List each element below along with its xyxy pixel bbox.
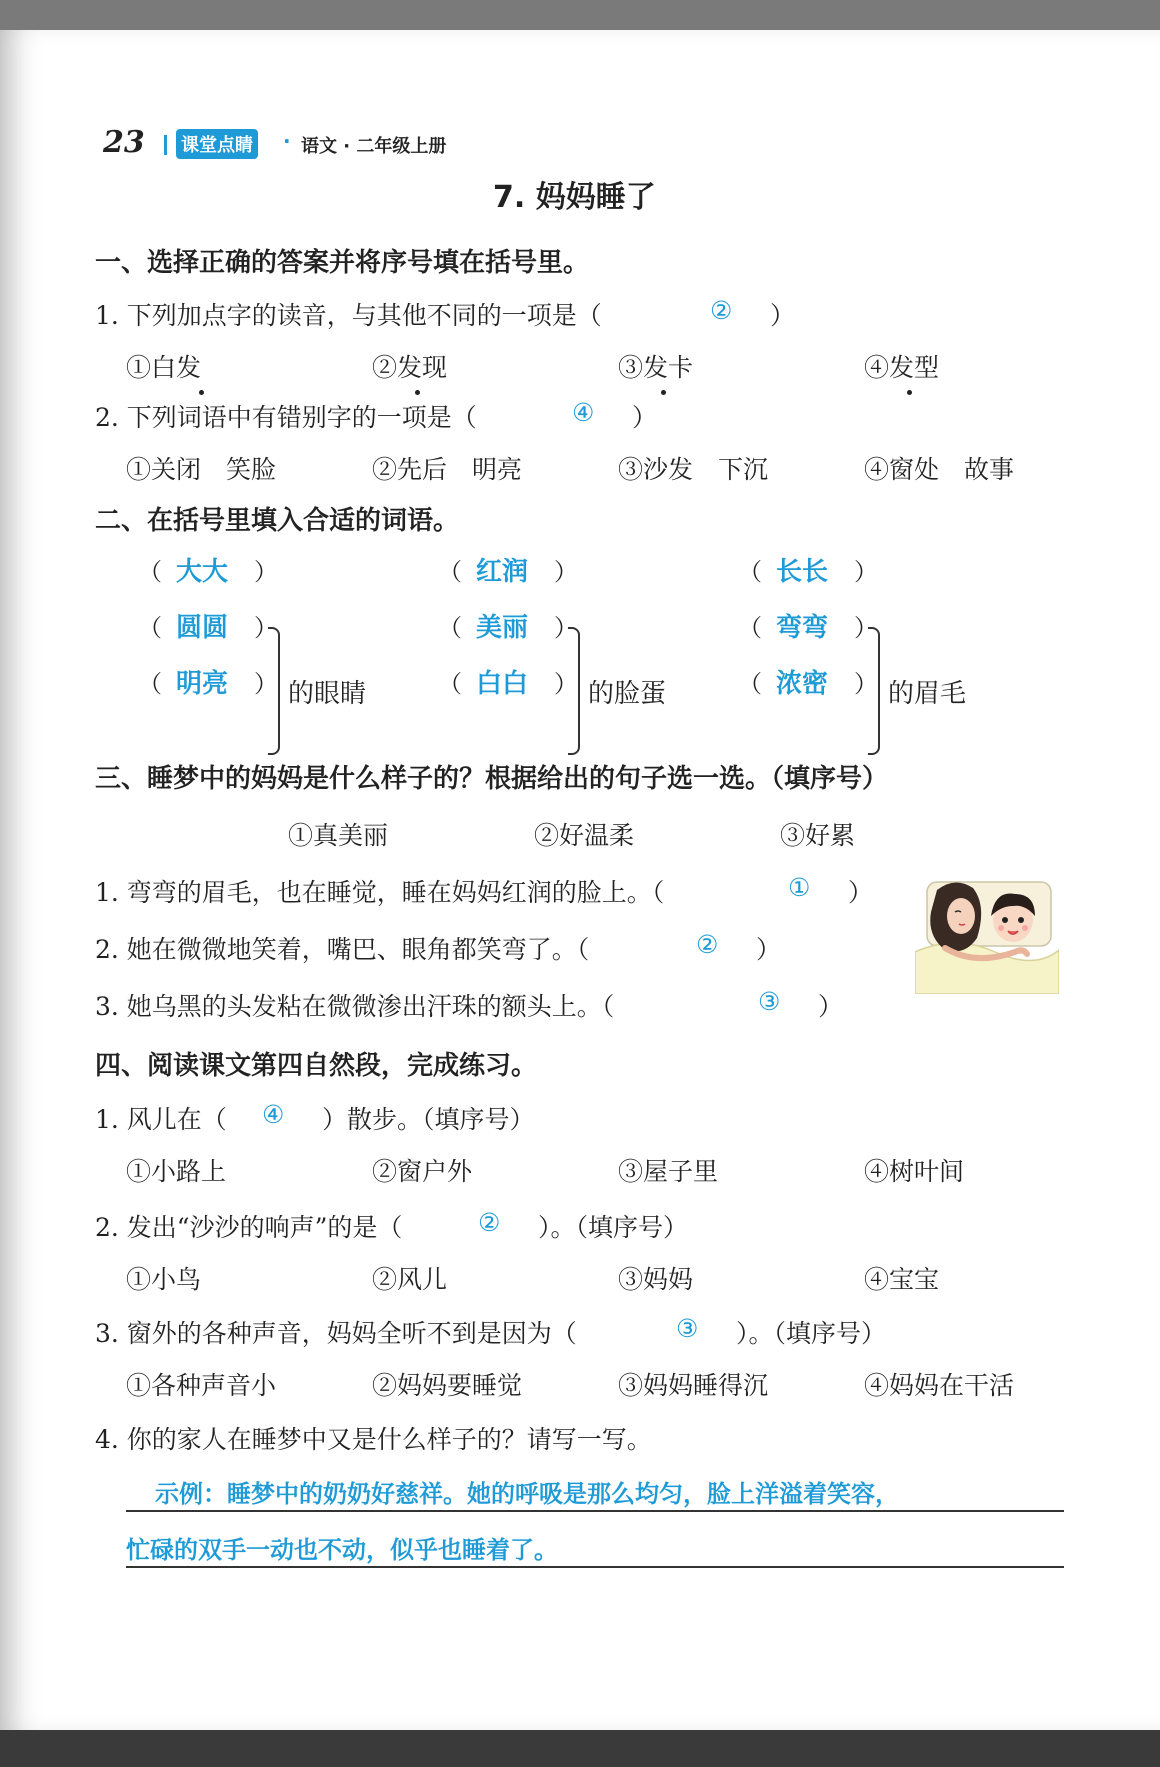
paren-close: ） (854, 670, 878, 698)
s3-item-1-answer: ① (788, 873, 811, 902)
paren-open: （ (738, 614, 762, 642)
s1-q1-close: ） (770, 301, 796, 330)
paren-close: ） (554, 670, 578, 698)
paren-open: （ (138, 558, 162, 586)
s3-item-1-close: ） (848, 878, 874, 907)
s4-q2-after: ）。（填序号） (538, 1213, 689, 1242)
s4-q2-option-4: ④宝宝 (864, 1265, 940, 1294)
s2-g3-answer-1: 长长 (776, 557, 829, 587)
s4-q4-answer-line-1: 示例：睡梦中的奶奶好慈祥。她的呼吸是那么均匀，脸上洋溢着笑容， (155, 1480, 899, 1508)
s2-g3-answer-2: 弯弯 (776, 613, 829, 643)
page-number: 23 (103, 125, 145, 160)
s1-q2-answer: ④ (572, 398, 595, 427)
s4-q3-option-1: ①各种声音小 (126, 1371, 277, 1400)
section2-heading: 二、在括号里填入合适的词语。 (95, 506, 460, 536)
answer-underline (126, 1510, 1064, 1512)
s2-g3-noun: 的眉毛 (888, 679, 967, 709)
s4-q1-option-1: ①小路上 (126, 1157, 227, 1186)
s1-q1-option-2: ②发现 (372, 353, 448, 382)
paren-close: ） (854, 614, 878, 642)
s4-q3-option-2: ②妈妈要睡觉 (372, 1371, 523, 1400)
s1-q1-option-1: ①白发 (126, 353, 202, 382)
s1-q1-option-4: ④发型 (864, 353, 940, 382)
emphasis-dot (907, 390, 912, 395)
header-divider (164, 135, 167, 155)
s2-g1-answer-1: 大大 (176, 557, 229, 587)
s2-g1-answer-3: 明亮 (176, 669, 229, 699)
s1-q1-text: 1. 下列加点字的读音，与其他不同的一项是（ (95, 301, 602, 330)
paren-close: ） (254, 670, 278, 698)
paren-open: （ (438, 614, 462, 642)
emphasis-dot (661, 390, 666, 395)
s1-q2-option-3: ③沙发 下沉 (618, 455, 769, 484)
s2-g1-answer-2: 圆圆 (176, 613, 229, 643)
mother-child-illustration (915, 876, 1059, 994)
s1-q2-close: ） (632, 403, 658, 432)
s4-q2-option-2: ②风儿 (372, 1265, 448, 1294)
viewer-bottom-bar (0, 1730, 1160, 1767)
s4-q1-option-2: ②窗户外 (372, 1157, 473, 1186)
s4-q3-answer: ③ (676, 1314, 699, 1343)
s3-item-2-text: 2. 她在微微地笑着，嘴巴、眼角都笑弯了。（ (95, 935, 590, 964)
s1-q1-answer: ② (710, 296, 733, 325)
paren-close: ） (854, 558, 878, 586)
s2-g2-answer-1: 红润 (476, 557, 529, 587)
subject-label: 语文 · 二年级上册 (301, 136, 447, 157)
paren-open: （ (738, 558, 762, 586)
answer-underline (126, 1566, 1064, 1568)
header-dot: · (283, 129, 291, 153)
s1-q2-option-4: ④窗处 故事 (864, 455, 1015, 484)
s4-q2-before: 2. 发出“沙沙的响声”的是（ (95, 1213, 403, 1242)
section1-heading: 一、选择正确的答案并将序号填在括号里。 (95, 248, 590, 278)
s4-q2-answer: ② (478, 1208, 501, 1237)
lesson-title: 7. 妈妈睡了 (493, 180, 656, 215)
s3-item-3-answer: ③ (758, 987, 781, 1016)
s1-q1-option-3: ③发卡 (618, 353, 694, 382)
s4-q2-option-3: ③妈妈 (618, 1265, 694, 1294)
s3-item-2-close: ） (756, 935, 782, 964)
s3-item-3-text: 3. 她乌黑的头发粘在微微渗出汗珠的额头上。（ (95, 992, 615, 1021)
s2-g2-answer-2: 美丽 (476, 613, 529, 643)
s4-q4-answer-line-2: 忙碌的双手一动也不动，似乎也睡着了。 (126, 1536, 558, 1564)
paren-open: （ (138, 614, 162, 642)
s3-item-3-close: ） (818, 992, 844, 1021)
s4-q1-option-4: ④树叶间 (864, 1157, 965, 1186)
s4-q1-after: ）散步。（填序号） (322, 1105, 535, 1134)
s4-q4-text: 4. 你的家人在睡梦中又是什么样子的？请写一写。 (95, 1425, 652, 1454)
s4-q3-option-4: ④妈妈在干活 (864, 1371, 1015, 1400)
paren-open: （ (438, 670, 462, 698)
paren-close: ） (554, 558, 578, 586)
workbook-page (0, 30, 1160, 1730)
s4-q2-option-1: ①小鸟 (126, 1265, 202, 1294)
paren-open: （ (438, 558, 462, 586)
brace (568, 627, 580, 755)
brand-badge: 课堂点睛 (176, 129, 258, 159)
paren-close: ） (554, 614, 578, 642)
s4-q1-answer: ④ (262, 1100, 285, 1129)
s4-q3-before: 3. 窗外的各种声音，妈妈全听不到是因为（ (95, 1319, 577, 1348)
paren-open: （ (138, 670, 162, 698)
s3-item-2-answer: ② (696, 930, 719, 959)
s1-q2-option-2: ②先后 明亮 (372, 455, 523, 484)
brace (268, 627, 280, 755)
section4-heading: 四、阅读课文第四自然段，完成练习。 (95, 1051, 538, 1081)
s4-q3-option-3: ③妈妈睡得沉 (618, 1371, 769, 1400)
s2-g1-noun: 的眼睛 (288, 679, 367, 709)
s4-q1-before: 1. 风儿在（ (95, 1105, 227, 1134)
s3-choice-3: ③好累 (780, 821, 856, 850)
s3-item-1-text: 1. 弯弯的眉毛，也在睡觉，睡在妈妈红润的脸上。（ (95, 878, 665, 907)
paren-close: ） (254, 558, 278, 586)
s2-g3-answer-3: 浓密 (776, 669, 829, 699)
section3-heading: 三、睡梦中的妈妈是什么样子的？根据给出的句子选一选。（填序号） (95, 764, 889, 794)
s1-q2-option-1: ①关闭 笑脸 (126, 455, 277, 484)
s4-q3-after: ）。（填序号） (736, 1319, 887, 1348)
paren-close: ） (254, 614, 278, 642)
s3-choice-1: ①真美丽 (288, 821, 389, 850)
s1-q2-text: 2. 下列词语中有错别字的一项是（ (95, 403, 477, 432)
s2-g2-noun: 的脸蛋 (588, 679, 667, 709)
s4-q1-option-3: ③屋子里 (618, 1157, 719, 1186)
emphasis-dot (415, 390, 420, 395)
s3-choice-2: ②好温柔 (534, 821, 635, 850)
paren-open: （ (738, 670, 762, 698)
brace (868, 627, 880, 755)
s2-g2-answer-3: 白白 (476, 669, 529, 699)
emphasis-dot (199, 390, 204, 395)
